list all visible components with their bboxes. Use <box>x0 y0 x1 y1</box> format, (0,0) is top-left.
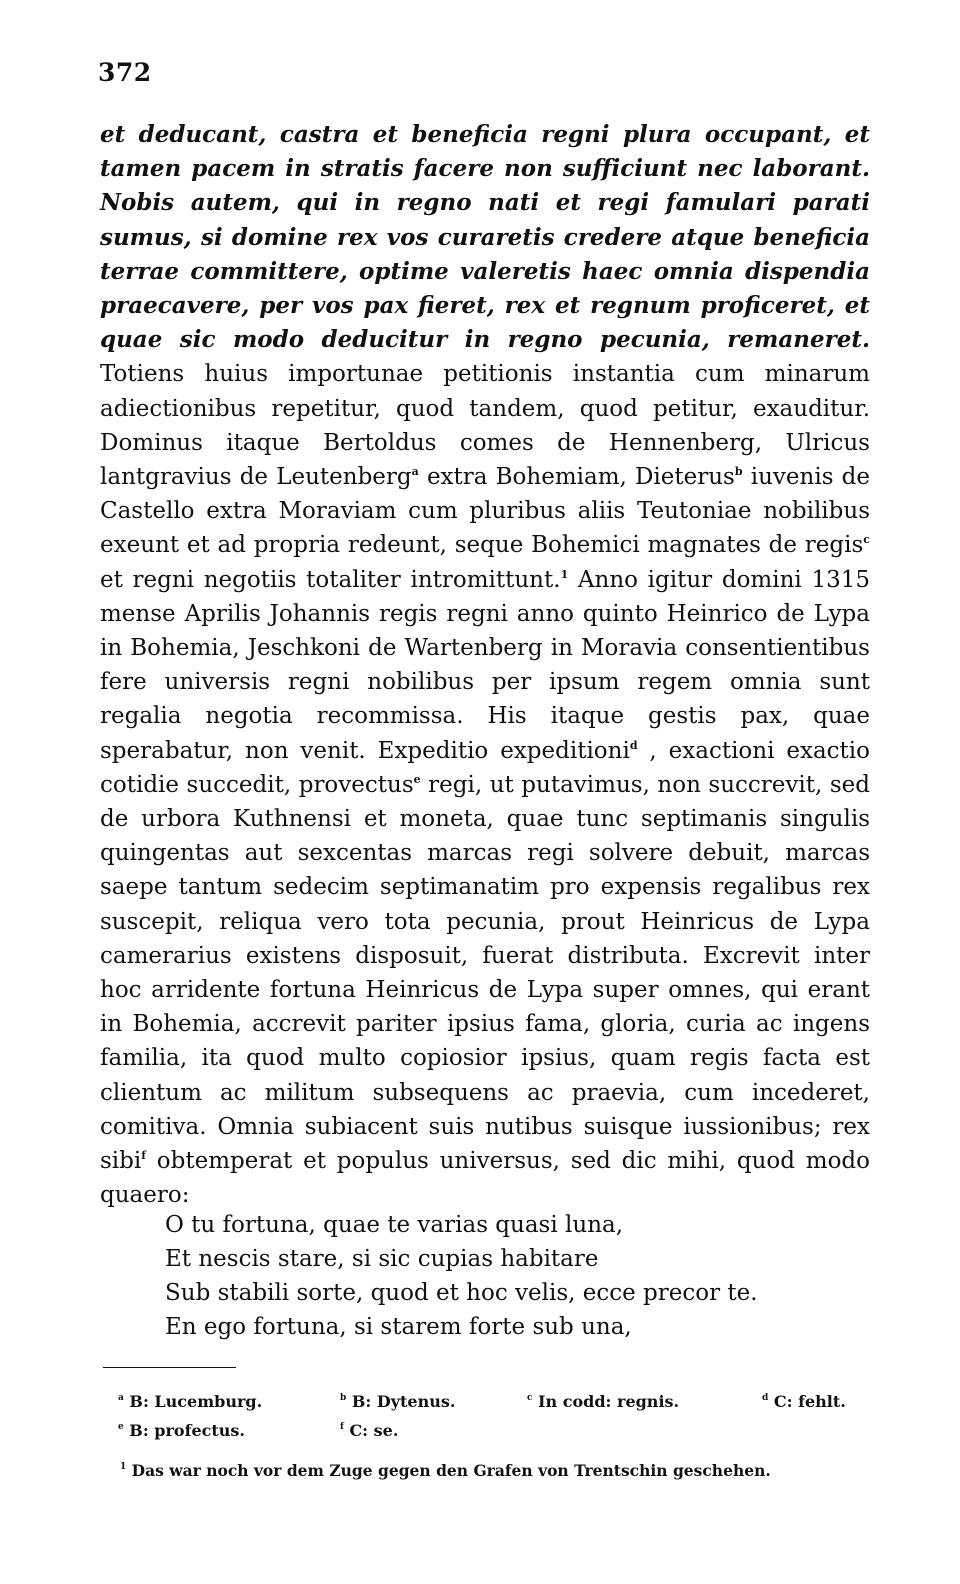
text-segment: iuvenis de Castello extra Moraviam cum pluribus aliis Teutoniae nobilibus exeunt et ad propria redeunt, seque Bohemici magnates de regis <box>100 464 871 559</box>
verse-block <box>165 1208 865 1344</box>
text-segment: et regni negotiis totaliter intromittunt. <box>100 566 561 593</box>
page-number: 372 <box>98 58 152 87</box>
footnote-text: C: se. <box>343 1421 399 1440</box>
verse-line: Et nescis stare, si sic cupias habitare <box>165 1246 599 1272</box>
footnote-b <box>340 1392 455 1411</box>
footnote-mark: f <box>340 1422 344 1432</box>
footnote-text: B: profectus. <box>123 1421 245 1440</box>
footnote-ref-1: 1 <box>560 567 569 581</box>
footnote-1 <box>120 1461 771 1480</box>
text-segment: obtemperat et populus universus, sed dic mihi, quod modo quaero: <box>100 1148 870 1209</box>
footnote-text: B: Dytenus. <box>346 1392 456 1411</box>
footnote-a <box>118 1392 262 1411</box>
footnote-mark: d <box>762 1393 769 1403</box>
verse-line: En ego fortuna, si starem forte sub una, <box>165 1314 632 1340</box>
footnote-divider <box>103 1367 236 1368</box>
footnote-ref-f: f <box>141 1149 146 1163</box>
footnote-mark: a <box>118 1393 124 1403</box>
text-segment: , exactioni exactio cotidie succedit, provectus <box>100 737 870 798</box>
verse-line: Sub stabili sorte, quod et hoc velis, ecce precor te. <box>165 1280 758 1306</box>
footnote-e <box>118 1421 245 1440</box>
footnote-mark: e <box>118 1422 124 1432</box>
footnote-f <box>340 1421 398 1440</box>
footnote-mark: c <box>527 1393 533 1403</box>
footnote-text: Das war noch vor dem Zuge gegen den Grafen von Trentschin geschehen. <box>126 1461 771 1480</box>
footnote-text: B: Lucemburg. <box>123 1392 263 1411</box>
footnote-d <box>762 1392 846 1411</box>
footnote-mark: 1 <box>120 1462 127 1472</box>
footnote-mark: b <box>340 1393 347 1403</box>
footnote-ref-e: e <box>413 772 421 786</box>
main-text <box>100 118 870 1213</box>
paragraph <box>100 118 870 1213</box>
text-segment: Totiens huius importunae petitionis instantia cum minarum adiectionibus repetitur, quod tandem, quod petitur, exauditur. Dominus itaque Bertoldus comes de Hennenberg, Ulricus lantgravius de Leutenberg <box>100 361 870 491</box>
footnote-text: C: fehlt. <box>768 1392 846 1411</box>
footnote-ref-d: d <box>629 738 638 752</box>
footnote-c <box>527 1392 679 1411</box>
footnote-text: In codd: regnis. <box>532 1392 680 1411</box>
italic-passage: et deducant, castra et beneficia regni plura occupant, et tamen pacem in stratis facere non sufficiunt nec laborant. Nobis autem, qui in regno nati et regi famulari parati sumus, si domine rex vos curaretis credere atque beneficia terrae committere, optime valeretis haec omnia dispendia praecavere, per vos pax fieret, rex et regnum proficeret, et quae sic modo deducitur in regno pecunia, remaneret. <box>100 121 870 354</box>
text-segment: regi, ut putavimus, non succrevit, sed de urbora Kuthnensi et moneta, quae tunc septimanis singulis quingentas aut sexcentas marcas regi solvere debuit, marcas saepe tantum sedecim septimanatim pro expensis regalibus rex suscepit, reliqua vero tota pecunia, prout Heinricus de Lypa camerarius existens disposuit, fuerat distributa. Excrevit inter hoc arridente fortuna Heinricus de Lypa super omnes, qui erant in Bohemia, accrevit pariter ipsius fama, gloria, curia ac ingens familia, ita quod multo copiosior ipsius, quam regis facta est clientum ac militum subsequens ac praevia, cum incederet, comitiva. Omnia subiacent suis nutibus suisque iussionibus; rex sibi <box>100 771 870 1175</box>
footnote-ref-c: c <box>863 533 870 547</box>
verse-line: O tu fortuna, quae te varias quasi luna, <box>165 1212 624 1238</box>
footnote-ref-a: a <box>411 465 419 479</box>
footnote-ref-b: b <box>734 465 743 479</box>
text-segment: extra Bohemiam, Dieterus <box>418 464 735 491</box>
text-segment: Anno igitur domini 1315 mense Aprilis Johannis regis regni anno quinto Heinrico de Lypa in Bohemia, Jeschkoni de Wartenberg in Moravia consentientibus fere universis regni nobilibus per ipsum regem omnia sunt regalia negotia recommissa. His itaque gestis pax, quae sperabatur, non venit. Expeditio expeditioni <box>100 566 870 764</box>
